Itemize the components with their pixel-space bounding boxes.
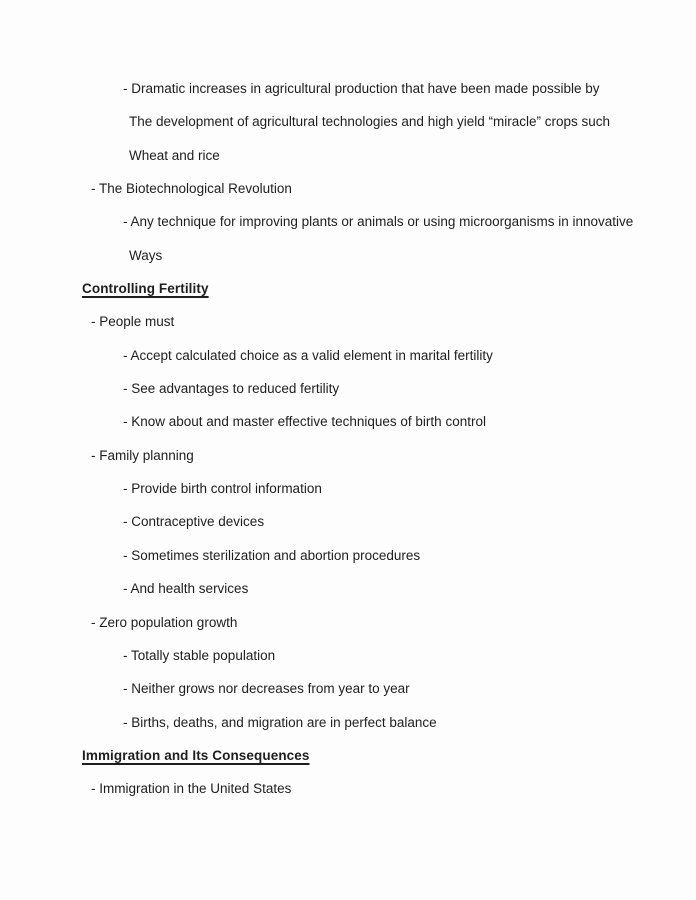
outline-line: Ways bbox=[129, 247, 163, 263]
outline-line: - Any technique for improving plants or animals or using microorganisms in innovative bbox=[123, 214, 634, 230]
outline-line: - Zero population growth bbox=[91, 614, 238, 630]
outline-line: - Provide birth control information bbox=[123, 481, 322, 497]
outline-line: - Totally stable population bbox=[123, 647, 276, 663]
outline-line: - Dramatic increases in agricultural production that have been made possible by bbox=[123, 81, 600, 96]
outline-line: - Accept calculated choice as a valid element in marital fertility bbox=[123, 347, 493, 363]
outline-line: - Immigration in the United States bbox=[91, 781, 292, 797]
outline-line: - People must bbox=[91, 314, 175, 330]
outline-line: - And health services bbox=[123, 581, 249, 597]
outline-line: - The Biotechnological Revolution bbox=[91, 181, 292, 197]
document-body bbox=[82, 72, 666, 806]
outline-line: Wheat and rice bbox=[129, 147, 220, 163]
outline-line: - Contraceptive devices bbox=[123, 514, 265, 530]
outline-line: - Know about and master effective techniques of birth control bbox=[123, 414, 486, 430]
outline-line: - Family planning bbox=[91, 447, 194, 463]
outline-line: The development of agricultural technologies and high yield “miracle” crops such bbox=[129, 114, 611, 130]
outline-line: - Neither grows nor decreases from year to year bbox=[123, 681, 410, 697]
outline-line: - See advantages to reduced fertility bbox=[123, 381, 340, 397]
section-heading: Controlling Fertility bbox=[82, 281, 209, 297]
outline-line: - Births, deaths, and migration are in perfect balance bbox=[123, 714, 437, 730]
section-heading: Immigration and Its Consequences bbox=[82, 747, 310, 763]
outline-line: - Sometimes sterilization and abortion procedures bbox=[123, 547, 421, 563]
